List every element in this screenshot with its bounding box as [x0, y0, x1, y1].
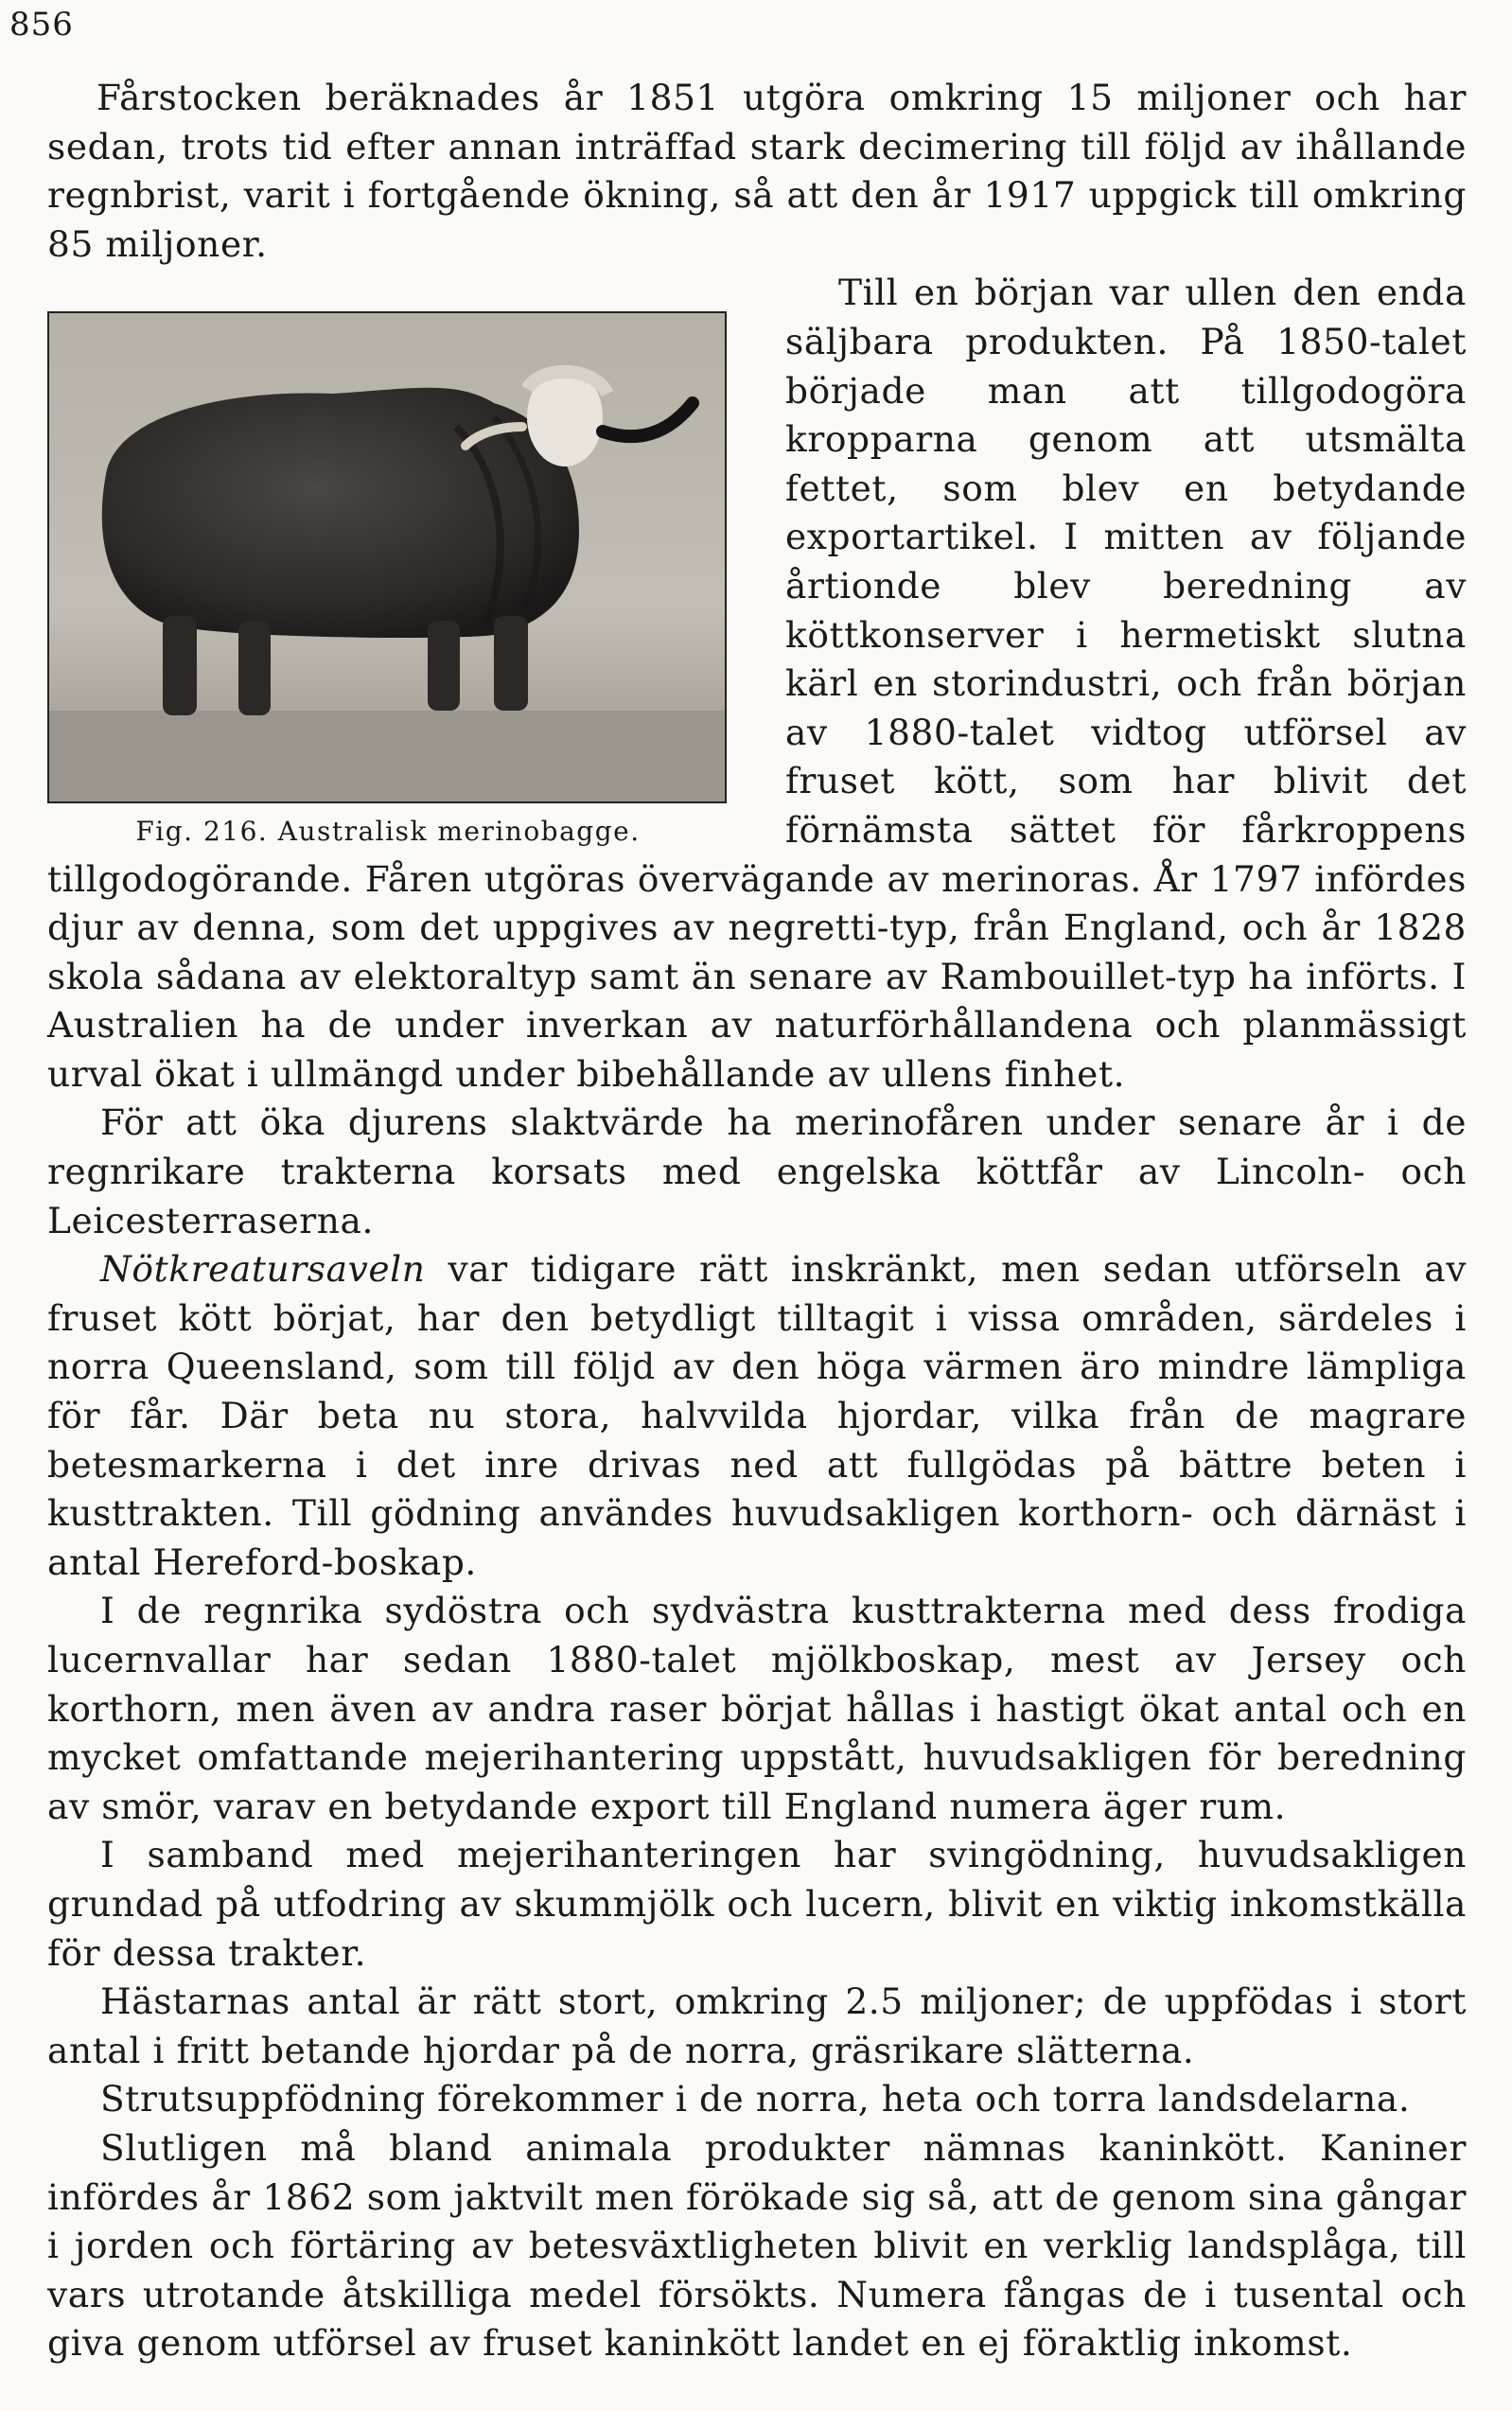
- paragraph-wool-products-text: Till en början var ullen den enda säljbara produkten. På 1850-talet började man att tillgodogöra kropparna genom att utsmälta fettet, som blev en betydande exportartikel. I mitten av följande årtionde blev beredning av köttkonserver i hermetiskt slutna kärl en storindustri, och från början av 1880-talet vidtog utförsel av fruset kött, som har blivit det förnämsta sättet för fårkroppens tillgodogörande. Fåren utgöras övervägande av merinoras. År 1797 infördes djur av denna, som det uppgives av negretti-typ, från England, och år 1828 skola sådana av elektoraltyp samt än senare av Rambouillet-typ ha införts. I Australien ha de under inverkan av naturförhållandena och planmässigt urval ökat i ullmängd under bibehållande av ullens finhet.: [47, 272, 1467, 1095]
- paragraph-pigs: I samband med mejerihanteringen har svingödning, huvudsakligen grundad på utfodring av skummjölk och lucern, blivit en viktig inkomstkälla för dessa trakter.: [47, 1834, 1467, 1974]
- paragraph-cattle-text: var tidigare rätt inskränkt, men sedan utförseln av fruset kött börjat, har den betydligt tilltagit i vissa områden, särdeles i norra Queensland, som till följd av den höga värmen äro mindre lämpliga för får. Där beta nu stora, halvvilda hjordar, vilka från de magrare betesmarkerna i det inre drivas ned att fullgödas på bättre beten i kusttrakten. Till gödning användes huvudsakligen korthorn- och därnäst i antal Hereford-boskap.: [47, 1248, 1467, 1583]
- paragraph-dairy: I de regnrika sydöstra och sydvästra kusttrakterna med dess frodiga lucernvallar har sedan 1880-talet mjölkboskap, mest av Jersey och korthorn, men även av andra raser börjat hållas i hastigt ökat antal och en mycket omfattande mejerihantering uppstått, huvudsakligen för beredning av smör, varav en betydande export till England numera äger rum.: [47, 1590, 1467, 1827]
- page-number: 856: [9, 6, 74, 44]
- merino-ram-illustration: [49, 313, 725, 801]
- merino-ram-photo: [47, 311, 727, 803]
- ram-leg: [163, 616, 197, 715]
- paragraph-horses: Hästarnas antal är rätt stort, omkring 2.5 miljoner; de uppfödas i stort antal i fritt betande hjordar på de norra, gräsrikare slätterna.: [47, 1980, 1467, 2071]
- ram-horn: [603, 403, 693, 436]
- ram-leg: [494, 616, 528, 711]
- paragraph-rabbits: Slutligen må bland animala produkter nämnas kaninkött. Kaniner infördes år 1862 som jaktvilt men förökade sig så, att de genom sina gångar i jorden och förtäring av betesväxtligheten blivit en verklig landsplåga, till vars utrotande åtskilliga medel försökts. Numera fångas de i tusental och giva genom utförsel av fruset kaninkött landet en ej föraktlig inkomst.: [47, 2126, 1467, 2365]
- paragraph-sheep-count: Fårstocken beräknades år 1851 utgöra omkring 15 miljoner och har sedan, trots tid efter annan inträffad stark decimering till följd av ihållande regnbrist, varit i fortgående ökning, så att den år 1917 uppgick till omkring 85 miljoner.: [47, 77, 1467, 265]
- ground: [49, 711, 725, 801]
- paragraph-crossbreeding: För att öka djurens slaktvärde ha merinofåren under senare år i de regnrikare trakterna korsats med engelska köttfår av Lincoln- och Leicesterraserna.: [47, 1101, 1467, 1241]
- ram-leg: [428, 621, 460, 711]
- ram-leg: [238, 621, 271, 715]
- paragraph-ostrich: Strutsuppfödning förekommer i de norra, heta och torra landsdelarna.: [100, 2078, 1411, 2121]
- term-cattle-breeding: Nötkreatursaveln: [100, 1248, 426, 1291]
- figure-caption: Fig. 216. Australisk merinobagge.: [135, 816, 641, 848]
- article-body: [47, 74, 1467, 2368]
- figure-merino-ram: [47, 311, 729, 849]
- paragraph-cattle: [47, 1245, 1467, 1587]
- paragraph-wool-products: [47, 269, 1467, 1099]
